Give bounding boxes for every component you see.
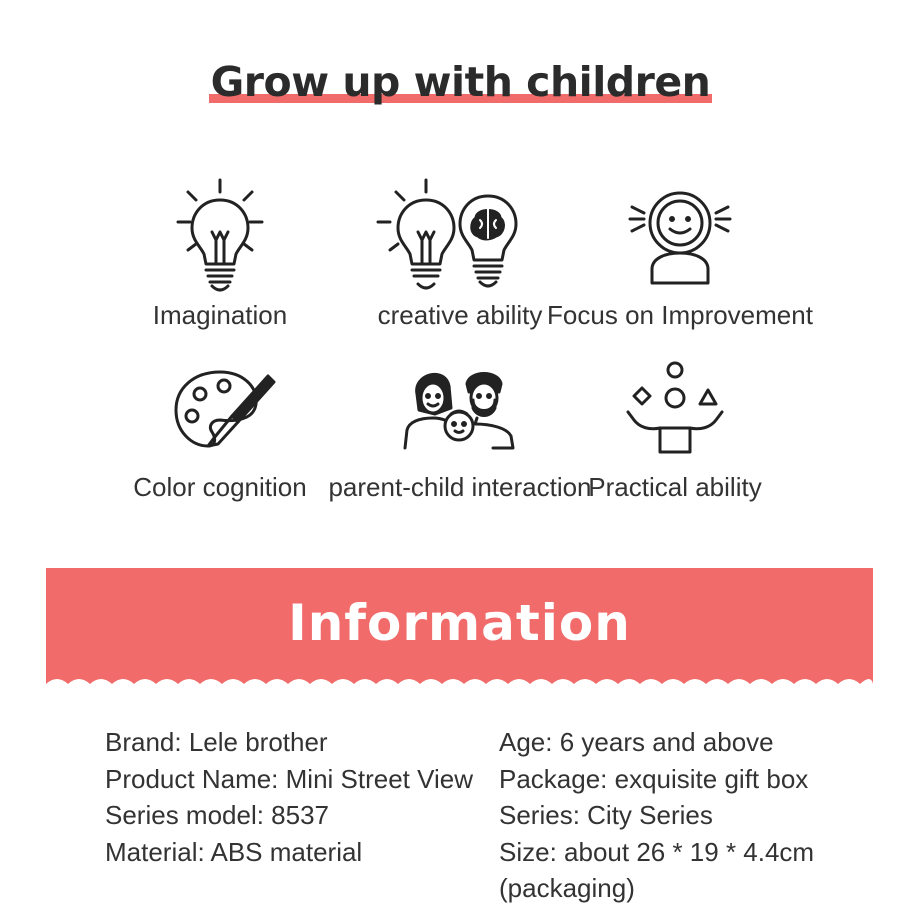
specs-right-column xyxy=(499,724,814,907)
information-title: Information xyxy=(288,594,631,652)
spec-brand: Brand: Lele brother xyxy=(105,727,328,757)
spec-age: Age: 6 years and above xyxy=(499,727,774,757)
feature-label: Practical ability xyxy=(588,472,762,502)
spec-size: Size: about 26 * 19 * 4.4cm xyxy=(499,836,815,867)
feature-creative-ability xyxy=(370,178,550,338)
spec-package: Package: exquisite gift box xyxy=(499,763,809,794)
feature-imagination xyxy=(150,178,290,338)
lightbulb-brain-icon xyxy=(370,178,550,298)
feature-label: parent-child interaction xyxy=(328,472,592,502)
feature-practical-ability xyxy=(588,358,762,511)
feature-color-cognition xyxy=(133,366,307,511)
focused-person-icon xyxy=(610,185,750,295)
page-title: Grow up with children xyxy=(210,58,711,106)
lightbulb-icon xyxy=(150,178,290,298)
spec-material: Material: ABS material xyxy=(105,836,363,867)
juggling-shapes-icon xyxy=(620,358,730,456)
spec-product-name: Product Name: Mini Street View xyxy=(105,763,473,794)
wave-border xyxy=(46,672,873,692)
spec-series-model: Series model: 8537 xyxy=(105,800,330,830)
spec-series: Series: City Series xyxy=(499,800,713,830)
spec-size-note: (packaging) xyxy=(499,873,635,903)
paint-palette-icon xyxy=(150,366,290,456)
feature-label: Imagination xyxy=(152,300,288,330)
specs-left-column xyxy=(105,724,473,870)
feature-parent-child-interaction xyxy=(328,364,592,511)
feature-focus-on-improvement xyxy=(547,185,813,338)
feature-label: Focus on Improvement xyxy=(547,300,813,330)
information-banner xyxy=(46,568,873,686)
feature-label: creative ability xyxy=(377,300,543,330)
family-icon xyxy=(395,364,525,454)
feature-label: Color cognition xyxy=(133,472,307,502)
header xyxy=(0,58,921,106)
